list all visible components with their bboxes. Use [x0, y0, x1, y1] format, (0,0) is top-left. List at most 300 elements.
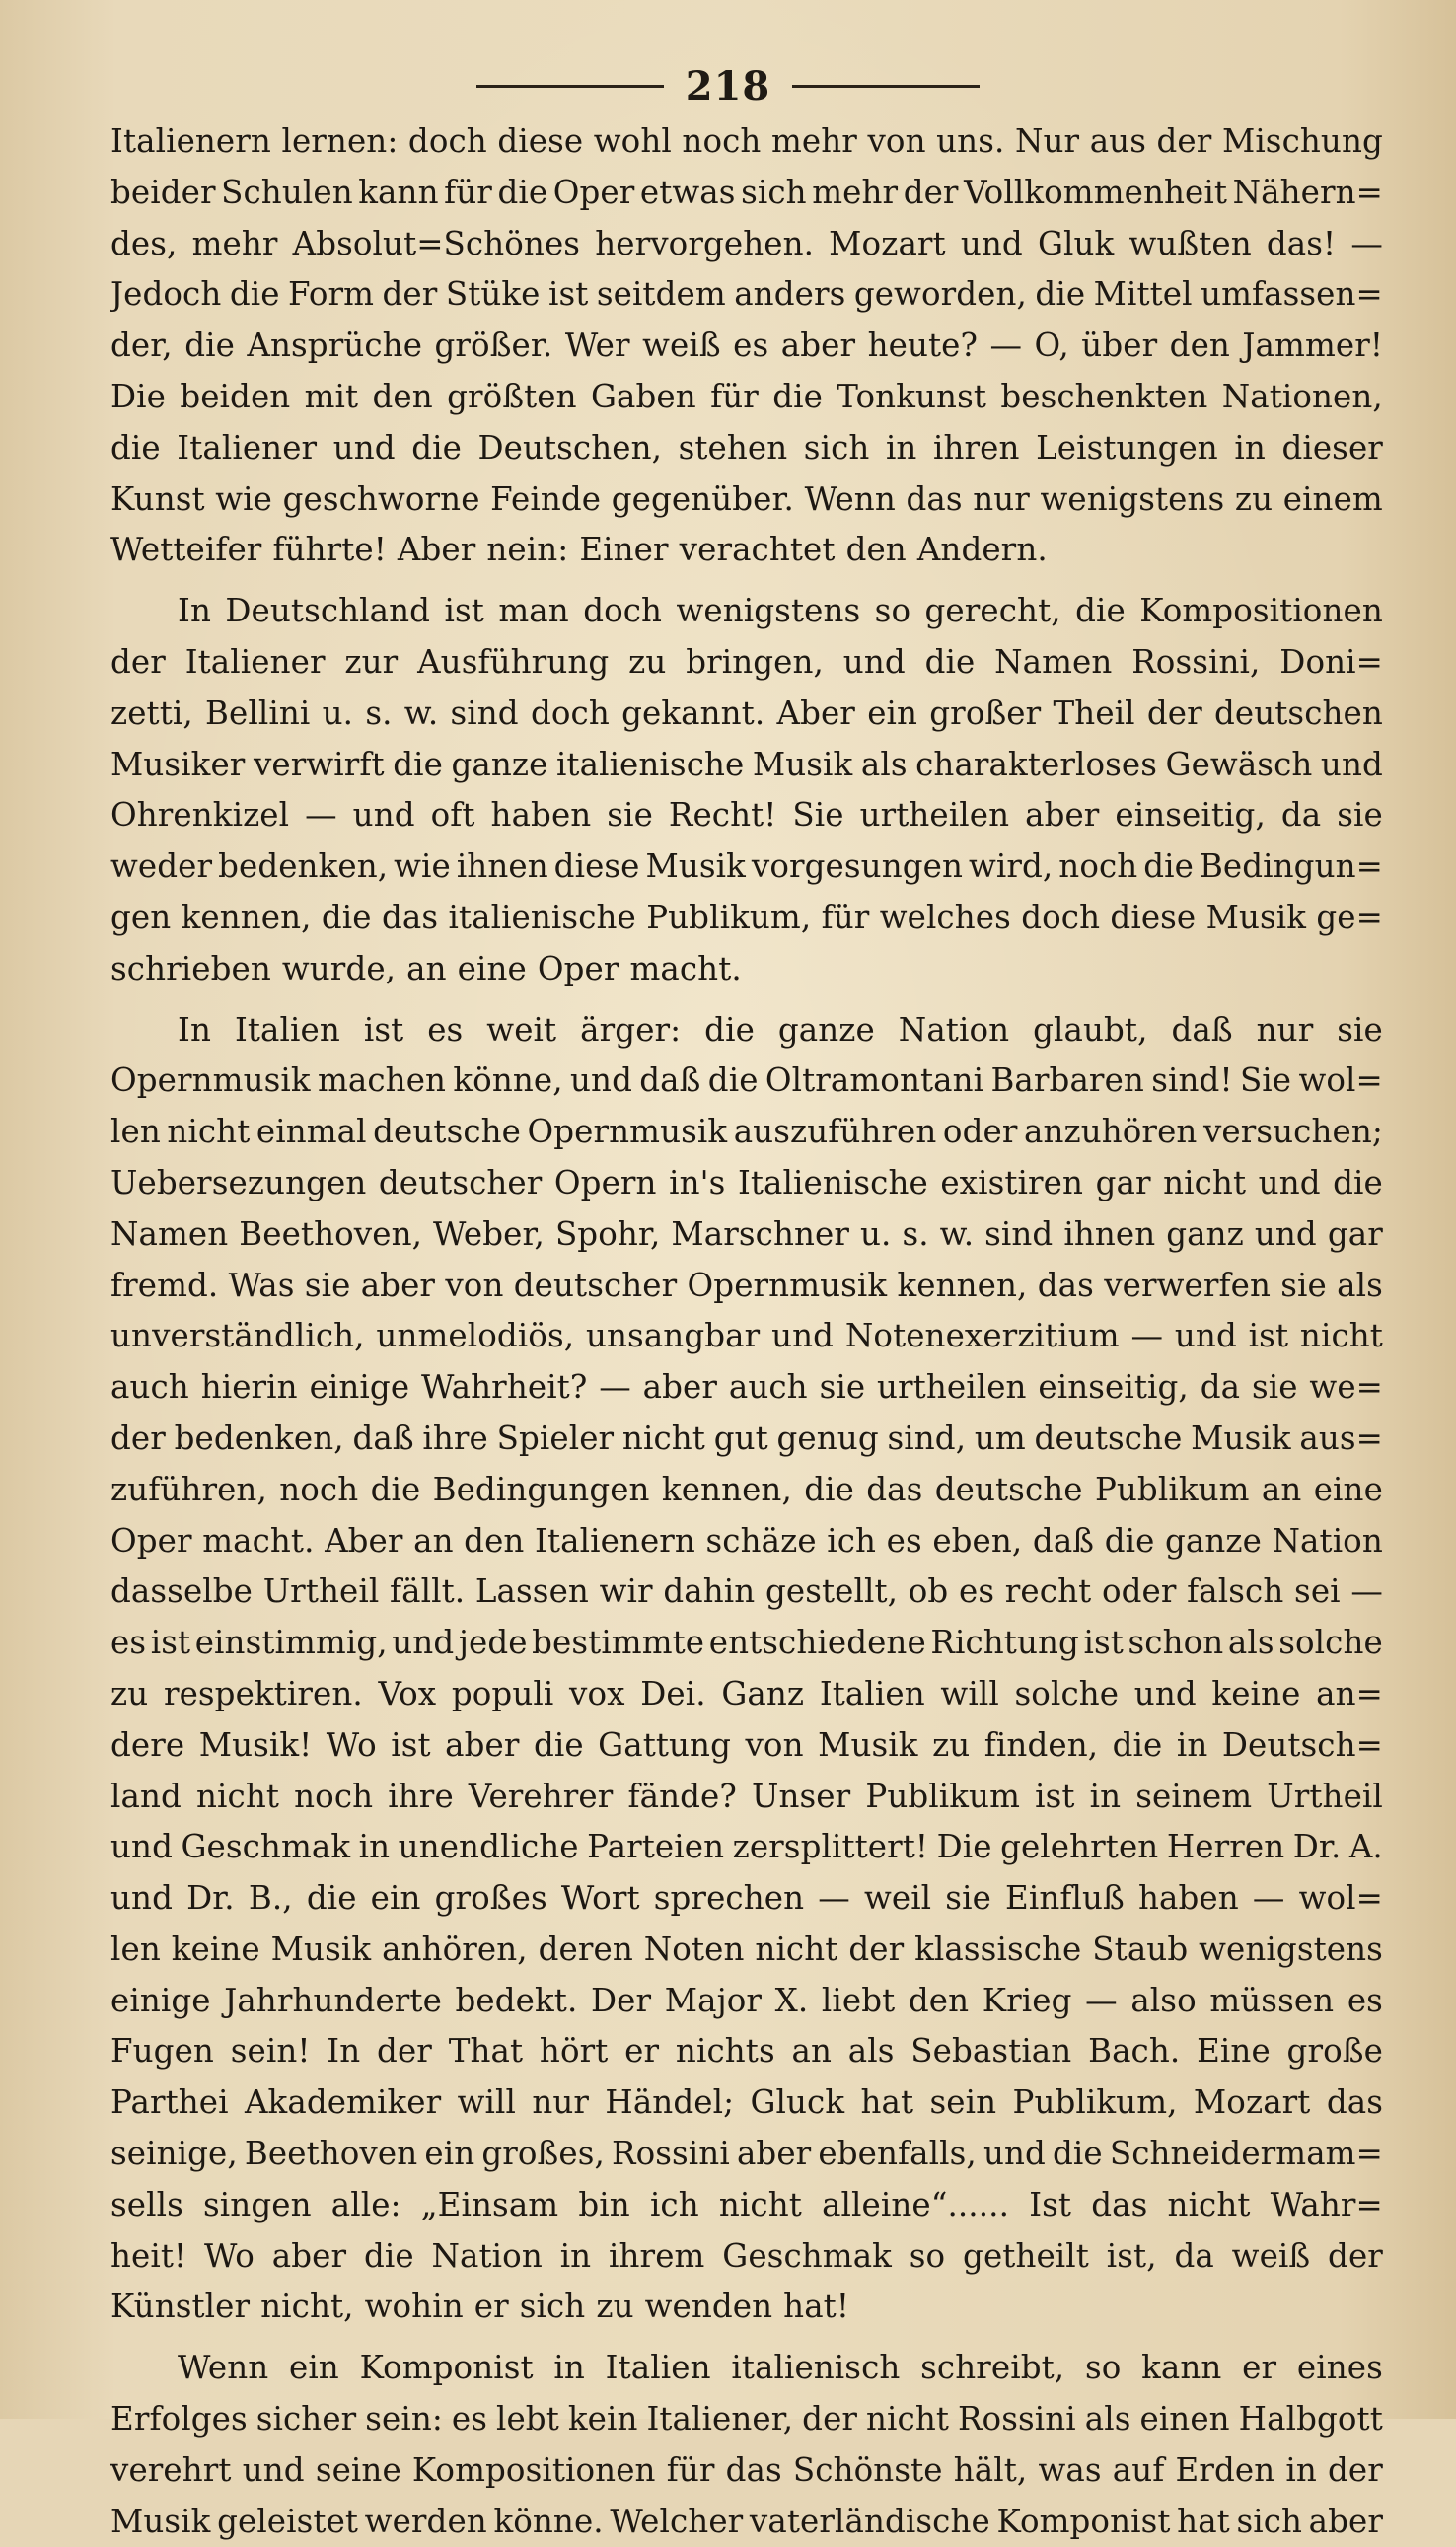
word: um — [974, 1419, 1026, 1457]
word: Form — [287, 275, 375, 314]
word: wir — [599, 1572, 653, 1611]
word: Parteien — [587, 1828, 725, 1866]
word: großes, — [481, 2135, 605, 2173]
word: vox — [569, 1674, 625, 1712]
word: existiren — [940, 1163, 1084, 1201]
body-text — [110, 116, 1383, 2540]
text-line — [110, 2445, 1383, 2497]
word: geschworne — [282, 479, 480, 518]
word: und — [983, 2135, 1046, 2173]
word: hierin — [200, 1368, 298, 1407]
word: respektiren. — [163, 1674, 363, 1712]
word: ein — [288, 2349, 339, 2387]
word: In — [178, 592, 211, 630]
word: machen — [317, 1061, 447, 1100]
paragraph — [110, 586, 1383, 994]
word: Spieler — [496, 1419, 615, 1457]
word: italienische — [448, 898, 636, 936]
word: — — [989, 327, 1023, 365]
word: er — [624, 2032, 660, 2071]
word: we= — [1309, 1368, 1383, 1407]
word: Publikum, — [1012, 2083, 1178, 2122]
word: Nation — [898, 1010, 1010, 1049]
word: Staub — [1092, 1929, 1189, 1968]
word: Wetteifer — [110, 531, 262, 569]
word: ganze — [1164, 1521, 1262, 1560]
word: getheilt — [963, 2236, 1089, 2275]
word: also — [1130, 1981, 1197, 2019]
word: vorgesungen — [751, 847, 964, 886]
word: umfassen= — [1201, 275, 1383, 314]
text-line — [110, 1720, 1383, 1772]
word: alle: — [330, 2185, 401, 2223]
word: Musik — [645, 847, 746, 886]
word: den — [464, 1521, 525, 1560]
word: Urtheil — [262, 1572, 380, 1611]
word: so — [1084, 2349, 1122, 2387]
word: doch — [530, 693, 610, 732]
word: sie — [304, 1266, 351, 1304]
word: Komponist — [359, 2349, 534, 2387]
word: Vollkommenheit — [964, 173, 1228, 211]
word: und — [570, 1061, 632, 1100]
word: sei — [1294, 1572, 1341, 1611]
word: einseitig, — [1115, 796, 1266, 835]
word: Dr. — [186, 1879, 235, 1918]
word: In — [327, 2032, 361, 2071]
word: Kompositionen — [1139, 592, 1383, 630]
word: Publikum — [1094, 1470, 1250, 1508]
word: Rossini — [612, 2135, 730, 2173]
word: schon — [1128, 1624, 1224, 1662]
word: mehr — [812, 173, 899, 211]
word: wenden — [644, 2288, 773, 2326]
text-line — [110, 1669, 1383, 1720]
word: fällt. — [390, 1572, 466, 1611]
word: oder — [942, 1113, 1018, 1151]
word: das — [1037, 1266, 1094, 1304]
word: hält, — [953, 2450, 1028, 2489]
word: sich — [1236, 2502, 1303, 2540]
word: das — [906, 479, 963, 518]
text-line — [110, 689, 1383, 740]
word: mit — [304, 377, 359, 415]
word: und — [242, 2450, 305, 2489]
word: s. — [902, 1214, 929, 1253]
word: uns. — [936, 122, 1005, 160]
word: daß — [352, 1419, 414, 1457]
word: und — [1133, 1674, 1197, 1712]
word: weiß — [1231, 2236, 1311, 2275]
word: das — [1091, 2185, 1148, 2223]
word: zu — [932, 1725, 971, 1764]
word: das — [725, 2450, 782, 2489]
word: Beethoven — [244, 2135, 418, 2173]
text-line — [110, 321, 1383, 372]
word: noch — [294, 1777, 374, 1815]
word: italienische — [555, 745, 745, 783]
word: daß — [639, 1061, 701, 1100]
word: weiß — [642, 327, 721, 365]
word: nicht, — [260, 2288, 354, 2326]
text-line — [110, 586, 1383, 637]
word: seinem — [1135, 1777, 1253, 1815]
word: ge= — [1316, 898, 1383, 936]
word: Musik — [270, 1929, 372, 1968]
word: lebt — [495, 2400, 559, 2438]
word: anzuhören — [1023, 1113, 1198, 1151]
word: schäze — [705, 1521, 817, 1560]
text-line — [110, 372, 1383, 423]
word: Geschmak — [722, 2236, 892, 2275]
word: Künstler — [110, 2288, 251, 2326]
word: urtheilen — [877, 1368, 1027, 1407]
word: kennen, — [181, 898, 312, 936]
text-line — [110, 1261, 1383, 1312]
word: einem — [1282, 479, 1383, 518]
word: ist, — [1106, 2236, 1157, 2275]
word: beiden — [180, 377, 291, 415]
text-line — [110, 269, 1383, 321]
word: einstimmig, — [194, 1624, 388, 1662]
word: Uebersezungen — [110, 1163, 367, 1201]
word: ist — [444, 592, 484, 630]
word: wird, — [968, 847, 1054, 886]
word: Notenexerzitium — [844, 1317, 1120, 1355]
text-line — [110, 474, 1383, 526]
word: so — [874, 592, 911, 630]
text-line — [110, 790, 1383, 841]
word: diese — [553, 847, 640, 886]
word: zu — [628, 642, 667, 681]
word: Oper — [552, 173, 635, 211]
word: sprechen — [653, 1879, 805, 1918]
word: beider — [110, 173, 216, 211]
word: bestimmte — [532, 1624, 705, 1662]
word: für — [821, 898, 870, 936]
text-line — [110, 1976, 1383, 2027]
word: Wahr= — [1270, 2185, 1383, 2223]
word: unmelodiös, — [376, 1317, 575, 1355]
word: Musik — [752, 745, 853, 783]
text-line — [110, 1107, 1383, 1158]
word: Jahrhunderte — [224, 1981, 442, 2019]
word: finden, — [983, 1725, 1099, 1764]
word: zersplittert! — [732, 1828, 929, 1866]
word: Mischung — [1221, 122, 1383, 160]
word: Opern — [553, 1163, 657, 1201]
word: Opernmusik — [110, 1061, 311, 1100]
word: Musik — [1205, 898, 1307, 936]
word: die — [707, 1061, 759, 1100]
word: führte! — [272, 531, 387, 569]
text-line — [110, 423, 1383, 474]
word: nicht — [167, 1113, 251, 1151]
word: großes — [434, 1879, 547, 1918]
word: verehrt — [110, 2450, 232, 2489]
word: ein — [867, 693, 918, 732]
paragraph — [110, 1005, 1383, 2334]
word: etwas — [639, 173, 736, 211]
word: ist — [1083, 1624, 1124, 1662]
word: sein — [929, 2083, 997, 2122]
word: Italienische — [737, 1163, 928, 1201]
word: so — [909, 2236, 946, 2275]
text-line — [110, 1465, 1383, 1516]
text-line — [110, 944, 1383, 995]
word: eine — [1313, 1470, 1383, 1508]
word: auszuführen — [733, 1113, 937, 1151]
word: ist — [363, 1010, 404, 1049]
word: Oper — [537, 949, 619, 987]
word: die — [363, 2236, 414, 2275]
word: Jedoch — [110, 275, 222, 314]
word: deutsche — [934, 1470, 1083, 1508]
word: der — [377, 2032, 432, 2071]
word: genug — [776, 1419, 879, 1457]
word: Der — [590, 1981, 652, 2019]
word: Urtheil — [1267, 1777, 1383, 1815]
word: len — [110, 1113, 161, 1151]
word: ebenfalls, — [818, 2135, 977, 2173]
word: Lassen — [474, 1572, 589, 1611]
word: ich — [827, 1521, 877, 1560]
word: Namen — [110, 1214, 229, 1253]
word: der — [848, 1929, 905, 1968]
word: einseitig, — [1038, 1368, 1189, 1407]
word: verwerfen — [1104, 1266, 1271, 1304]
word: die — [393, 745, 443, 783]
word: zuführen, — [110, 1470, 267, 1508]
word: keine — [171, 1929, 260, 1968]
word: gar — [1327, 1214, 1383, 1253]
word: den — [845, 531, 907, 569]
word: Oltramontani — [764, 1061, 984, 1100]
word: Krieg — [982, 1981, 1072, 2019]
word: italienisch — [731, 2349, 901, 2387]
word: heute? — [867, 327, 978, 365]
word: für — [666, 2450, 715, 2489]
text-line — [110, 2077, 1383, 2129]
text-line — [110, 1414, 1383, 1465]
word: sein! — [230, 2032, 311, 2071]
word: ihnen — [456, 847, 548, 886]
word: aus= — [1299, 1419, 1383, 1457]
word: es — [733, 327, 769, 365]
word: In — [178, 1010, 211, 1049]
word: Musik — [818, 1725, 918, 1764]
word: Barbaren — [990, 1061, 1144, 1100]
word: ganze — [777, 1010, 875, 1049]
word: Feinde — [490, 479, 602, 518]
word: diese — [497, 122, 584, 160]
word: ist — [1248, 1317, 1289, 1355]
word: hat — [860, 2083, 914, 2122]
word: die — [804, 1470, 854, 1508]
text-line — [110, 1925, 1383, 1976]
word: glaubt, — [1033, 1010, 1148, 1049]
word: über — [1081, 327, 1158, 365]
word: als — [860, 745, 908, 783]
word: zetti, — [110, 693, 193, 732]
word: Wer — [564, 327, 630, 365]
word: könne, — [453, 1061, 563, 1100]
word: wenigstens — [676, 592, 861, 630]
word: und — [332, 428, 396, 467]
word: an= — [1316, 1674, 1383, 1712]
word: aber — [642, 1368, 718, 1407]
word: Dr. — [1292, 1828, 1342, 1866]
word: Doni= — [1279, 642, 1383, 681]
word: Italienern — [535, 1521, 695, 1560]
word: auf — [1112, 2450, 1165, 2489]
word: und — [110, 1879, 173, 1918]
word: vaterländische — [749, 2502, 990, 2540]
word: ist — [1035, 1777, 1075, 1815]
word: deren — [538, 1929, 633, 1968]
word: die — [1035, 275, 1086, 314]
word: jede — [458, 1624, 528, 1662]
word: A. — [1348, 1828, 1383, 1866]
text-line — [110, 893, 1383, 944]
word: noch — [682, 122, 762, 160]
word: dasselbe — [110, 1572, 254, 1611]
word: nicht — [866, 2400, 950, 2438]
word: bringen, — [686, 642, 824, 681]
word: aus — [1089, 122, 1146, 160]
word: den — [908, 1981, 970, 2019]
word: — — [818, 1879, 850, 1918]
word: solche — [1278, 1624, 1383, 1662]
word: kennen, — [897, 1266, 1028, 1304]
text-line — [110, 740, 1383, 791]
word: zur — [344, 642, 399, 681]
word: man — [498, 592, 569, 630]
word: schrieben — [110, 949, 271, 987]
word: da — [1200, 1368, 1241, 1407]
word: geworden, — [853, 275, 1027, 314]
word: u. — [859, 1214, 892, 1253]
word: auch — [110, 1368, 189, 1407]
word: da — [1280, 796, 1322, 835]
word: Dei. — [640, 1674, 706, 1712]
word: deutsche — [1034, 1419, 1183, 1457]
word: noch — [1058, 847, 1138, 886]
word: Kunst — [110, 479, 205, 518]
word: Sie — [1239, 1061, 1292, 1100]
word: nicht — [621, 1419, 705, 1457]
word: Sebastian — [910, 2032, 1072, 2071]
word: an — [406, 949, 447, 987]
word: welches — [879, 898, 1011, 936]
text-line — [110, 1311, 1383, 1362]
word: sie — [607, 796, 653, 835]
page-header — [0, 61, 1456, 110]
word: deutscher — [513, 1266, 678, 1304]
word: Recht! — [668, 796, 777, 835]
word: und — [1254, 1214, 1317, 1253]
word: die — [370, 1470, 421, 1508]
text-line — [110, 2394, 1383, 2445]
word: der — [802, 2400, 858, 2438]
word: sie — [1280, 1266, 1327, 1304]
word: den — [372, 377, 433, 415]
word: Ohrenkizel — [110, 796, 290, 835]
word: macht. — [629, 949, 742, 987]
word: nur — [973, 479, 1030, 518]
word: geleistet — [217, 2502, 359, 2540]
word: er — [473, 2288, 509, 2326]
word: bedekt. — [455, 1981, 578, 2019]
word: Richtung — [930, 1624, 1079, 1662]
text-line — [110, 2282, 1383, 2333]
word: deutscher — [378, 1163, 543, 1201]
word: nichts — [675, 2032, 775, 2071]
word: Aber — [776, 693, 855, 732]
word: gestellt, — [764, 1572, 899, 1611]
word: an — [413, 1521, 454, 1560]
word: Wort — [560, 1879, 640, 1918]
word: Halbgott — [1238, 2400, 1383, 2438]
word: für — [710, 377, 759, 415]
word: es — [959, 1572, 995, 1611]
word: und — [771, 1317, 835, 1355]
word: ihnen — [1063, 1214, 1156, 1253]
word: solche — [1014, 1674, 1120, 1712]
word: müssen — [1209, 1981, 1335, 2019]
word: auch — [728, 1368, 808, 1407]
word: Schneidermam= — [1109, 2135, 1383, 2173]
word: Beethoven, — [239, 1214, 423, 1253]
word: Welcher — [610, 2502, 744, 2540]
word: der — [110, 642, 166, 681]
word: in — [1234, 428, 1266, 467]
text-line — [110, 1566, 1383, 1618]
word: Italien — [234, 1010, 340, 1049]
word: es — [886, 1521, 922, 1560]
word: — — [1130, 1317, 1164, 1355]
text-line — [110, 1772, 1383, 1823]
word: kann — [1141, 2349, 1222, 2387]
word: Nur — [1014, 122, 1080, 160]
word: wol= — [1298, 1879, 1383, 1918]
word: nicht — [1167, 2185, 1251, 2223]
word: sells — [110, 2185, 183, 2223]
word: als — [1227, 1624, 1274, 1662]
word: weit — [486, 1010, 557, 1049]
word: des, — [110, 224, 178, 262]
text-line — [110, 1516, 1383, 1567]
word: ist — [391, 1725, 431, 1764]
word: von — [867, 122, 926, 160]
word: oft — [430, 796, 475, 835]
text-line — [110, 1362, 1383, 1414]
word: als — [1337, 1266, 1383, 1304]
word: die — [184, 327, 235, 365]
word: falsch — [1187, 1572, 1284, 1611]
word: einige — [309, 1368, 410, 1407]
word: Wo — [204, 2236, 255, 2275]
word: Italiener, — [646, 2400, 794, 2438]
word: kennen, — [661, 1470, 792, 1508]
word: nicht — [718, 2185, 802, 2223]
word: da — [1174, 2236, 1214, 2275]
word: Schulen — [221, 173, 353, 211]
word: Weber, — [433, 1214, 545, 1253]
word: große — [1286, 2032, 1383, 2071]
word: bedenken, — [174, 1419, 344, 1457]
word: der — [903, 173, 959, 211]
